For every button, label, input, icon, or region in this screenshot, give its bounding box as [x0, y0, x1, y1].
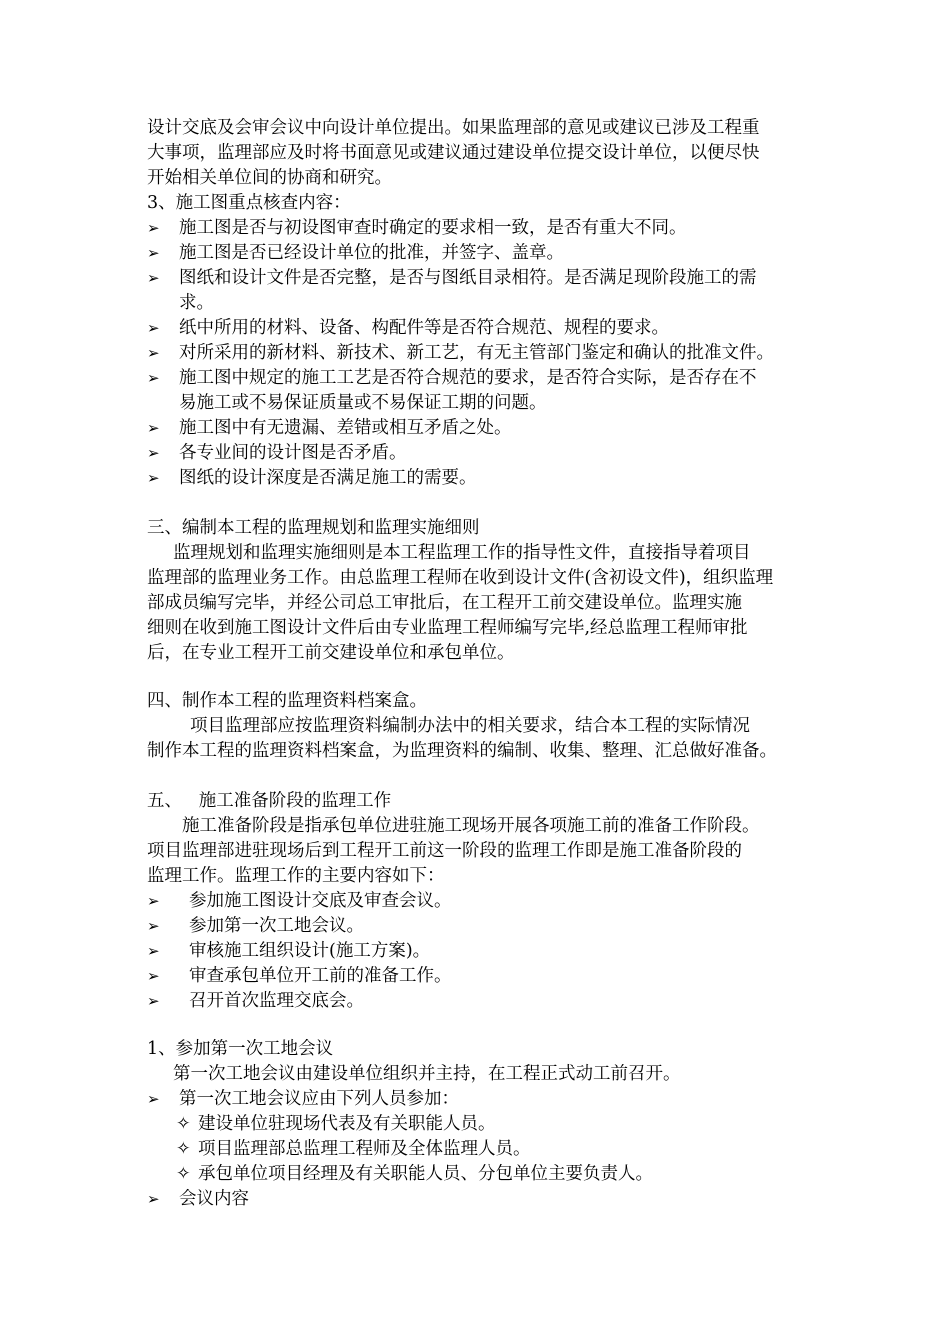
- meeting-attendee: 承包单位项目经理及有关职能人员、分包单位主要负责人。: [198, 1164, 653, 1184]
- bullet-arrow-icon: ➢: [147, 344, 160, 362]
- meeting-heading: 1、参加第一次工地会议: [147, 1039, 334, 1059]
- section5-line: 施工准备阶段是指承包单位进驻施工现场开展各项施工前的准备工作阶段。: [182, 816, 760, 836]
- bullet-arrow-icon: ➢: [147, 992, 160, 1010]
- section3-line: 监理部的监理业务工作。由总监理工程师在收到设计文件(含初设文件)，组织监理: [147, 568, 774, 588]
- section5-item: 审查承包单位开工前的准备工作。: [189, 966, 452, 986]
- bullet-arrow-icon: ➢: [147, 269, 160, 287]
- section4-heading: 四、制作本工程的监理资料档案盒。: [147, 691, 427, 711]
- check-item: 施工图中规定的施工工艺是否符合规范的要求，是否符合实际，是否存在不: [179, 368, 757, 388]
- section3-line: 后，在专业工程开工前交建设单位和承包单位。: [147, 643, 515, 663]
- meeting-attend-label: 第一次工地会议应由下列人员参加：: [179, 1089, 459, 1109]
- section5-item: 召开首次监理交底会。: [189, 991, 364, 1011]
- section4-line: 项目监理部应按监理资料编制办法中的相关要求，结合本工程的实际情况: [190, 716, 750, 736]
- section5-item: 审核施工组织设计(施工方案)。: [189, 941, 431, 961]
- check-item: 施工图中有无遗漏、差错或相互矛盾之处。: [179, 418, 512, 438]
- check-heading: 3、施工图重点核查内容：: [147, 193, 351, 213]
- intro-line: 设计交底及会审会议中向设计单位提出。如果监理部的意见或建议已涉及工程重: [147, 118, 760, 138]
- diamond-bullet-icon: ✧: [176, 1114, 191, 1134]
- meeting-attendee: 项目监理部总监理工程师及全体监理人员。: [198, 1139, 531, 1159]
- section4-line: 制作本工程的监理资料档案盒，为监理资料的编制、收集、整理、汇总做好准备。: [147, 741, 777, 761]
- section3-line: 监理规划和监理实施细则是本工程监理工作的指导性文件，直接指导着项目: [173, 543, 751, 563]
- section3-line: 细则在收到施工图设计文件后由专业监理工程师编写完毕,经总监理工程师审批: [147, 618, 748, 638]
- section5-item: 参加施工图设计交底及审查会议。: [189, 891, 452, 911]
- bullet-arrow-icon: ➢: [147, 419, 160, 437]
- check-item: 对所采用的新材料、新技术、新工艺，有无主管部门鉴定和确认的批准文件。: [179, 343, 774, 363]
- bullet-arrow-icon: ➢: [147, 942, 160, 960]
- check-item: 施工图是否与初设图审查时确定的要求相一致，是否有重大不同。: [179, 218, 687, 238]
- intro-line: 大事项，监理部应及时将书面意见或建议通过建设单位提交设计单位，以便尽快: [147, 143, 760, 163]
- diamond-bullet-icon: ✧: [176, 1164, 191, 1184]
- section3-line: 部成员编写完毕，并经公司总工审批后，在工程开工前交建设单位。监理实施: [147, 593, 742, 613]
- section5-item: 参加第一次工地会议。: [189, 916, 364, 936]
- bullet-arrow-icon: ➢: [147, 1090, 160, 1108]
- bullet-arrow-icon: ➢: [147, 369, 160, 387]
- bullet-arrow-icon: ➢: [147, 469, 160, 487]
- check-item-continuation: 求。: [179, 293, 214, 313]
- bullet-arrow-icon: ➢: [147, 917, 160, 935]
- bullet-arrow-icon: ➢: [147, 967, 160, 985]
- check-item: 图纸的设计深度是否满足施工的需要。: [179, 468, 477, 488]
- meeting-content-label: 会议内容: [179, 1189, 249, 1209]
- intro-line: 开始相关单位间的协商和研究。: [147, 168, 392, 188]
- bullet-arrow-icon: ➢: [147, 1190, 160, 1208]
- section3-heading: 三、编制本工程的监理规划和监理实施细则: [147, 518, 480, 538]
- check-item: 图纸和设计文件是否完整，是否与图纸目录相符。是否满足现阶段施工的需: [179, 268, 757, 288]
- bullet-arrow-icon: ➢: [147, 444, 160, 462]
- section5-line: 监理工作。监理工作的主要内容如下：: [147, 866, 445, 886]
- diamond-bullet-icon: ✧: [176, 1139, 191, 1159]
- bullet-arrow-icon: ➢: [147, 319, 160, 337]
- check-item: 各专业间的设计图是否矛盾。: [179, 443, 407, 463]
- bullet-arrow-icon: ➢: [147, 244, 160, 262]
- meeting-intro: 第一次工地会议由建设单位组织并主持，在工程正式动工前召开。: [173, 1064, 681, 1084]
- bullet-arrow-icon: ➢: [147, 219, 160, 237]
- meeting-attendee: 建设单位驻现场代表及有关职能人员。: [198, 1114, 496, 1134]
- section5-heading: 五、 施工准备阶段的监理工作: [147, 791, 392, 811]
- section5-line: 项目监理部进驻现场后到工程开工前这一阶段的监理工作即是施工准备阶段的: [147, 841, 742, 861]
- bullet-arrow-icon: ➢: [147, 892, 160, 910]
- check-item-continuation: 易施工或不易保证质量或不易保证工期的问题。: [179, 393, 547, 413]
- check-item: 纸中所用的材料、设备、构配件等是否符合规范、规程的要求。: [179, 318, 669, 338]
- check-item: 施工图是否已经设计单位的批准，并签字、盖章。: [179, 243, 564, 263]
